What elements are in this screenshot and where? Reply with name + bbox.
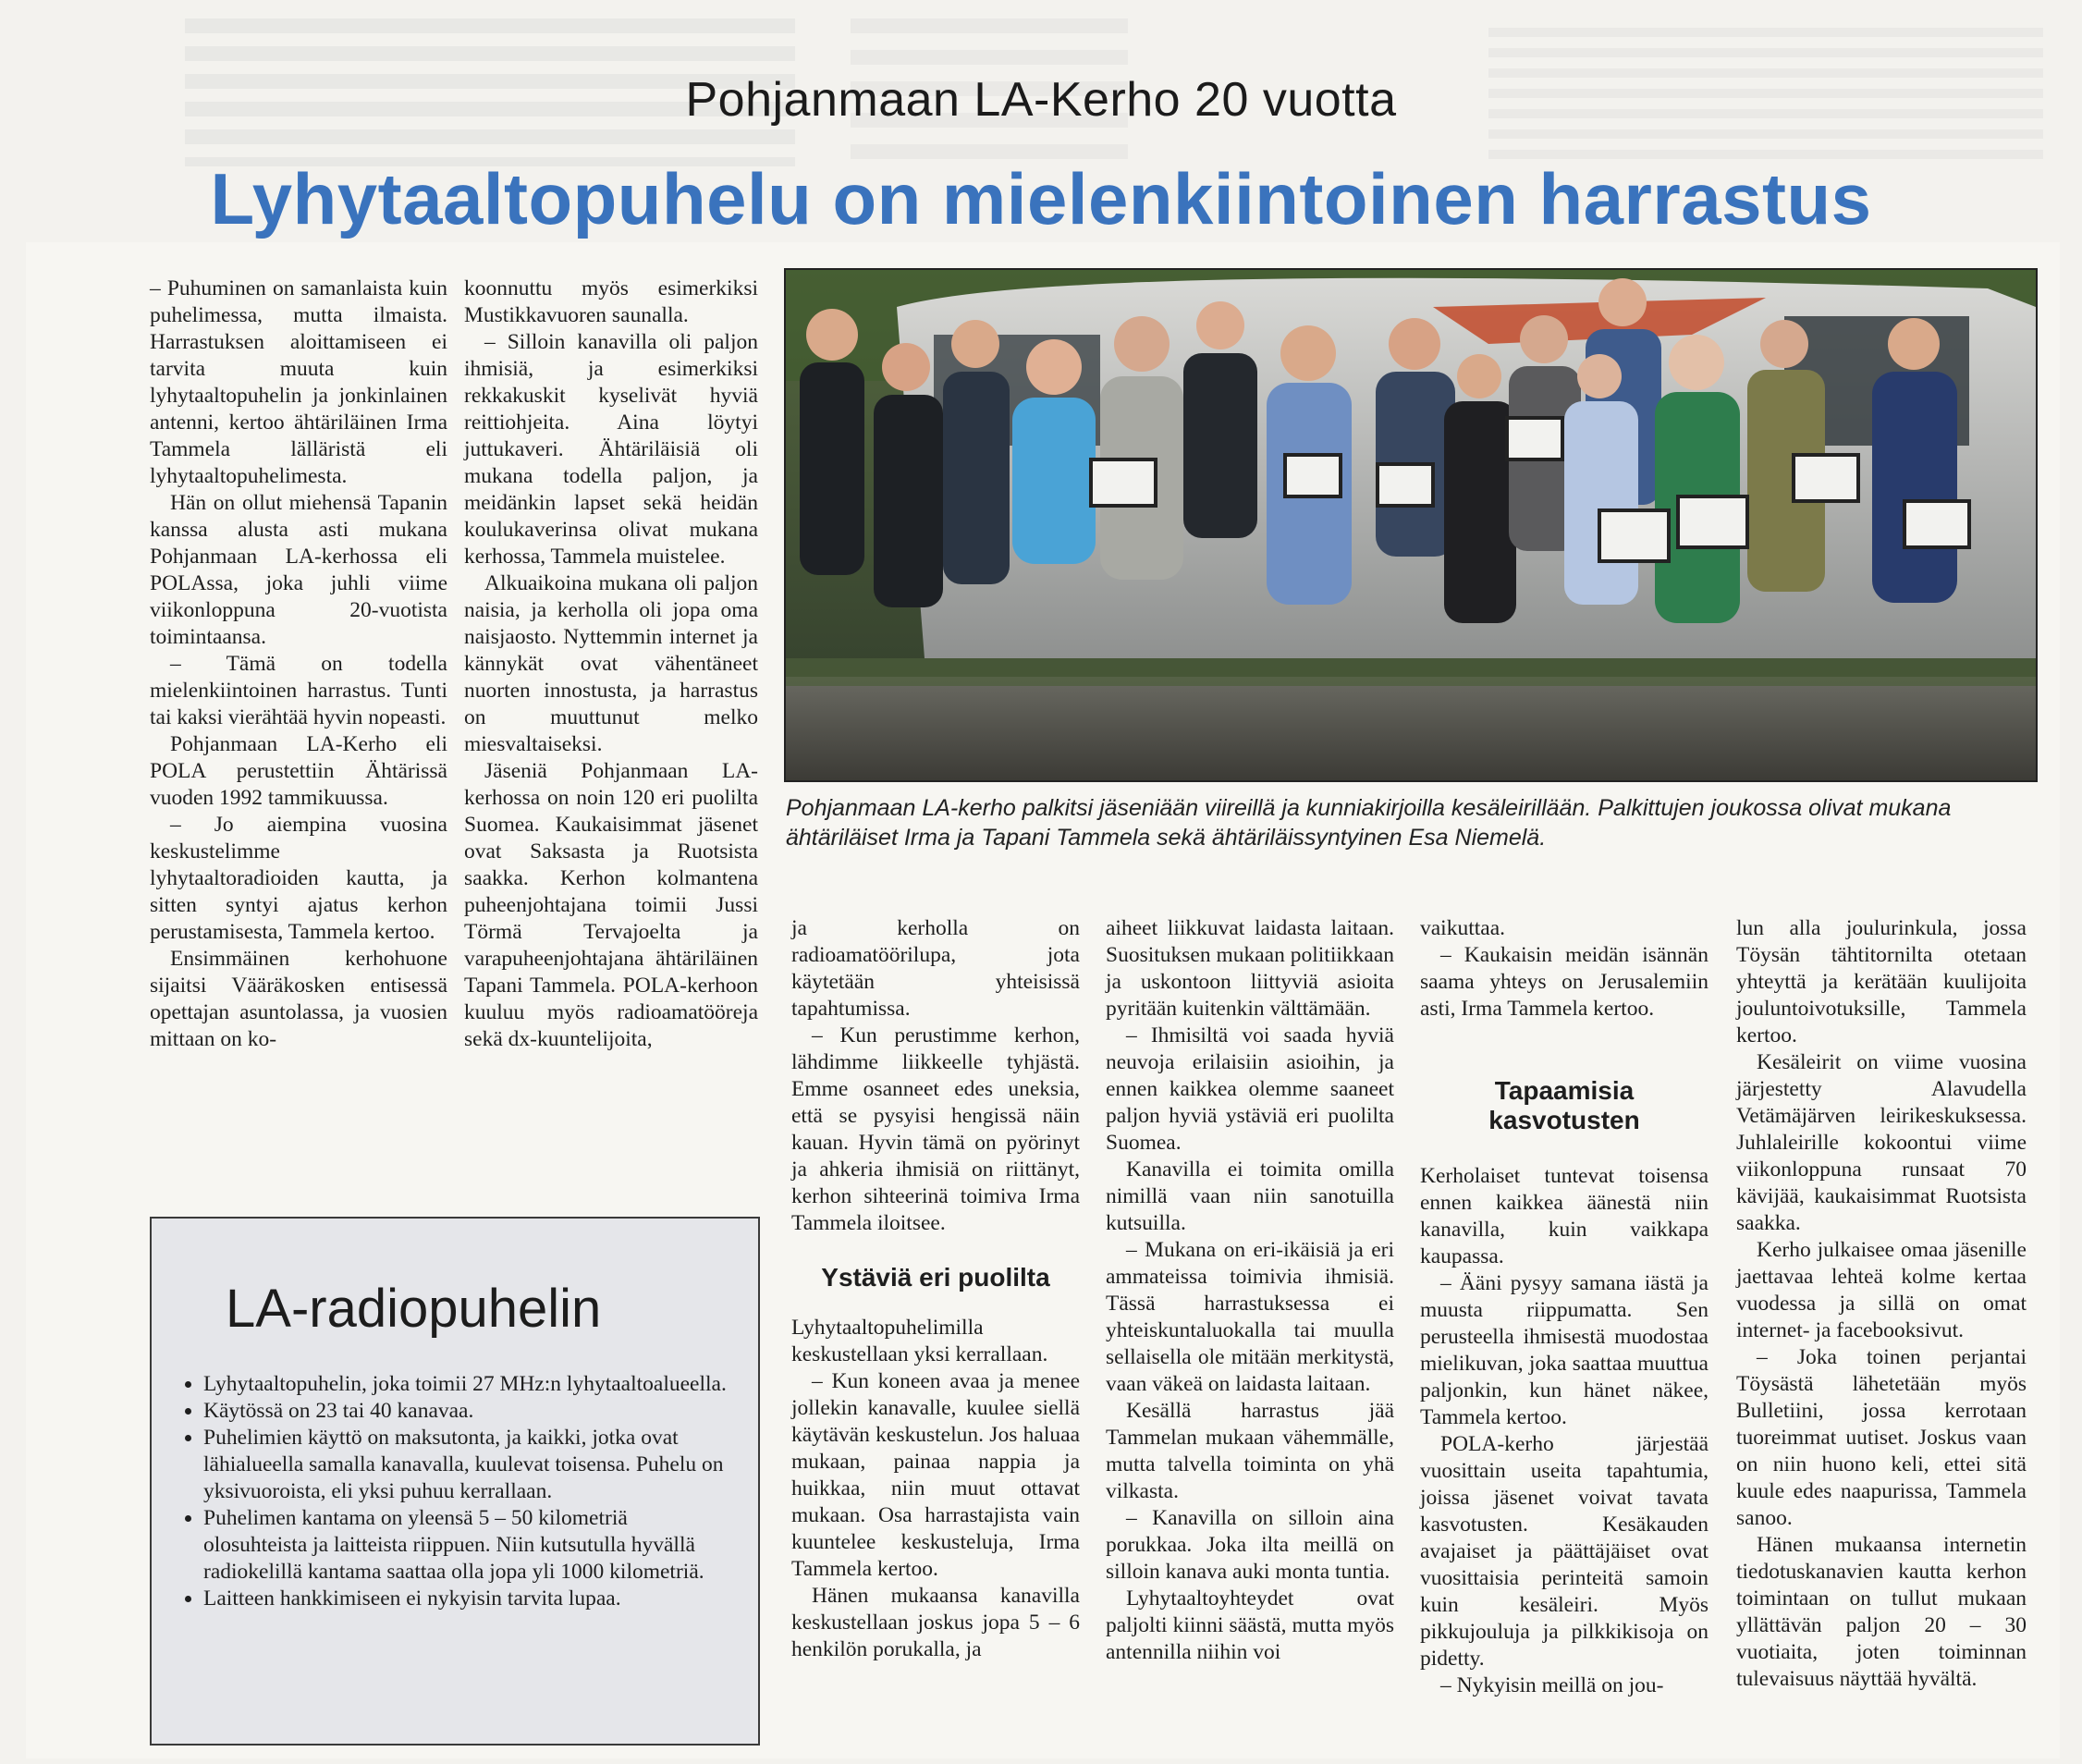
article-kicker: Pohjanmaan LA-Kerho 20 vuotta xyxy=(685,73,1397,127)
paragraph: – Mukana on eri-ikäisiä ja eri ammateissa toimivia ihmisiä. Tässä harrastuksessa ei yhteiskuntaluokalla tai muulla sellaisella ole mitään merkitystä, vaan väkeä on laidasta laitaan. xyxy=(1106,1238,1394,1396)
list-item: • Puhelimien käyttö on maksutonta, ja kaikki, jotka ovat lähialueella samalla kanavalla, kuulevat toisensa. Puhelu on yksivuoroista, eli yksi puhuu kerrallaan. xyxy=(203,1425,730,1505)
paragraph: – Nykyisin meillä on jou- xyxy=(1440,1673,1664,1697)
paragraph: – Kanavilla on silloin aina porukkaa. Joka ilta meillä on silloin kanava auki monta tuntia. xyxy=(1106,1506,1394,1584)
paragraph: ja kerholla on radioamatöörilupa, jota käytetään yhteisissä tapahtumissa. xyxy=(791,916,1080,1021)
paragraph: Pohjanmaan LA-Kerho eli POLA perustettiin Ähtärissä vuoden 1992 tammikuussa. xyxy=(150,732,447,810)
subheading: Ystäviä eri puolilta xyxy=(821,1263,1050,1292)
paragraph: – Ihmisiltä voi saada hyviä neuvoja erilaisiin asioihin, ja ennen kaikkea olemme saaneet paljon hyviä ystäviä eri puolilta Suomea. xyxy=(1106,1023,1394,1155)
paragraph: Ensimmäinen kerhohuone sijaitsi Vääräkosken entisessä opettajan asuntolassa, ja vuosien mittaan on ko- xyxy=(150,947,447,1051)
paragraph: Lyhytaaltopuhelimilla keskustellaan yksi kerrallaan. xyxy=(791,1316,1048,1366)
paragraph: POLA-kerho järjestää vuosittain useita tapahtumia, joissa jäsenet voivat tavata kasvotusten. Kesäkauden avajaiset ja päättäjäiset ovat vuosittaisia perinteitä samoin kuin kesäleiri. Myös pikkujouluja ja pilkkikisoja on pidetty. xyxy=(1420,1432,1708,1671)
paragraph: Kerho julkaisee omaa jäsenille jaettavaa lehteä kolme kertaa vuodessa ja sillä on omat internet- ja facebooksivut. xyxy=(1736,1238,2027,1342)
article-headline: Lyhytaaltopuhelu on mielenkiintoinen harrastus xyxy=(210,158,1872,239)
paragraph: Kanavilla ei toimita omilla nimillä vaan niin sanotuilla kutsuilla. xyxy=(1106,1158,1394,1235)
article-column-1 xyxy=(150,276,447,1053)
paragraph: Alkuaikoina mukana oli paljon naisia, ja kerholla oli jopa oma naisjaosto. Nyttemmin internet ja kännykät ovat vähentäneet nuorten innostusta, ja harrastus on muuttunut melko miesvaltaiseksi. xyxy=(464,571,758,756)
list-item: • Lyhytaaltopuhelin, joka toimii 27 MHz:n lyhytaaltoalueella. xyxy=(203,1371,730,1398)
paragraph: Kesällä harrastus jää Tammelan mukaan vähemmälle, mutta talvella toiminta on yhä vilkasta. xyxy=(1106,1399,1394,1503)
paragraph: Kerholaiset tuntevat toisensa ennen kaikkea äänestä niin kanavilla, kuin vaikkapa kaupassa. xyxy=(1420,1164,1708,1268)
paragraph: – Silloin kanavilla oli paljon ihmisiä, ja esimerkiksi rekkakuskit kyselivät hyviä reittiohjeita. Aina löytyi juttukaveri. Ähtäriläisiä oli mukana todella paljon, ja meidänkin lapset sekä heidän koulukaverinsa olivat mukana kerhossa, Tammela muistelee. xyxy=(464,330,758,569)
paragraph: koonnuttu myös esimerkiksi Mustikkavuoren saunalla. xyxy=(464,276,758,327)
list-item: • Laitteen hankkimiseen ei nykyisin tarvita lupaa. xyxy=(203,1586,730,1612)
paragraph: – Puhuminen on samanlaista kuin puhelimessa, mutta ilmaista. Harrastuksen aloittamiseen ei tarvita muuta kuin lyhytaaltopuhelin ja jonkinlainen antenni, kertoo ähtäriläinen Irma Tammela lälläristä eli lyhytaaltopuhelimesta. xyxy=(150,276,447,488)
photo-caption: Pohjanmaan LA-kerho palkitsi jäseniään viireillä ja kunniakirjoilla kesäleirillään. Palkittujen joukossa olivat mukana ähtäriläiset Irma ja Tapani Tammela sekä ähtäriläissyntyinen Esa Niemelä. xyxy=(786,795,1952,851)
paragraph: Hänen mukaansa kanavilla keskustellaan joskus jopa 5 – 6 henkilön porukalla, ja xyxy=(791,1584,1080,1661)
paragraph: Jäseniä Pohjanmaan LA-kerhossa on noin 120 eri puolilta Suomea. Kaukaisimmat jäsenet ovat Saksasta ja Ruotsista saakka. Kerhon kolmantena puheenjohtajana toimii Jussi Törmä Tervajoelta ja varapuheenjohtajana ähtäriläinen Tapani Tammela. POLA-kerhoon kuuluu myös radioamatööreja sekä dx-kuuntelijoita, xyxy=(464,759,758,1051)
paragraph: – Tämä on todella mielenkiintoinen harrastus. Tunti tai kaksi vierähtää hyvin nopeasti. xyxy=(150,652,447,729)
paragraph: – Jo aiempina vuosina keskustelimme lyhytaaltoradioiden kautta, ja sitten syntyi ajatus kerhon perustamisesta, Tammela kertoo. xyxy=(150,813,447,944)
info-box xyxy=(150,1217,760,1746)
paragraph: Hänen mukaansa internetin tiedotuskanavien kautta kerhon toimintaan on tullut mukaan yllättävän paljon 20 – 30 vuotiaita, joten toiminnan tulevaisuus näyttää hyvältä. xyxy=(1736,1533,2027,1691)
article-column-4 xyxy=(1106,915,1394,1666)
list-item: • Käytössä on 23 tai 40 kanavaa. xyxy=(203,1398,730,1425)
paragraph: aiheet liikkuvat laidasta laitaan. Suosituksen mukaan politiikkaan ja uskontoon liittyviä asioita pyritään kuitenkin välttämään. xyxy=(1106,916,1394,1021)
paragraph: vaikuttaa. xyxy=(1420,916,1506,940)
paragraph: – Kun perustimme kerhon, lähdimme liikkeelle tyhjästä. Emme osanneet edes uneksia, että se pysyisi hengissä näin kauan. Hyvin tämä on pyörinyt ja ahkeria ihmisiä on riittänyt, kerhon sihteerinä toimiva Irma Tammela iloitsee. xyxy=(791,1023,1080,1235)
paragraph: – Ääni pysyy samana iästä ja muusta riippumatta. Sen perusteella ihmisestä muodostaa mielikuvan, joka saattaa muuttua paljonkin, kun hänet näkee, Tammela kertoo. xyxy=(1420,1271,1708,1429)
paragraph: Hän on ollut miehensä Tapanin kanssa alusta asti mukana Pohjanmaan LA-kerhossa eli POLAssa, joka juhli viime viikonloppuna 20-vuotista toimintaansa. xyxy=(150,491,447,649)
article-column-2 xyxy=(464,276,758,1053)
list-item: • Puhelimen kantama on yleensä 5 – 50 kilometriä olosuhteista ja laitteista riippuen. Niin kutsutulla hyvällä radiokelillä kantama saattaa olla jopa yli 1000 kilometriä. xyxy=(203,1505,730,1586)
article-column-3 xyxy=(791,915,1080,1663)
info-box-list xyxy=(179,1371,730,1612)
article-column-6 xyxy=(1736,915,2027,1693)
paragraph: Lyhytaaltoyhteydet ovat paljolti kiinni säästä, mutta myös antennilla niihin voi xyxy=(1106,1586,1394,1664)
paragraph: – Joka toinen perjantai Töysästä lähetetään myös Bulletiini, jossa kerrotaan tuoreimmat uutiset. Joskus vaan on niin huono keli, ettei sitä kuule edes naapurissa, Tammela sanoo. xyxy=(1736,1345,2027,1530)
paragraph: Kesäleirit on viime vuosina järjestetty Alavudella Vetämäjärven leirikeskuksessa. Juhlaleirille kokoontui viime viikonloppuna runsaat 70 kävijää, kaukaisimmat Ruotsista saakka. xyxy=(1736,1050,2027,1235)
article-column-5 xyxy=(1420,915,1708,1699)
subheading: Tapaamisia kasvotusten xyxy=(1488,1076,1640,1134)
paragraph: lun alla joulurinkula, jossa Töysän tähtitornilta otetaan yhteyttä ja kerätään kuulijoita jouluntoivotuksille, Tammela kertoo. xyxy=(1736,916,2027,1047)
group-photo xyxy=(784,268,2038,782)
group-photo-illustration xyxy=(786,270,2036,780)
paragraph: – Kun koneen avaa ja menee jollekin kanavalle, kuulee siellä käytävän keskustelun. Jos haluaa mukaan, painaa nappia ja huikkaa, niin muut ottavat mukaan. Osa harrastajista vain kuuntelee keskusteluja, Irma Tammela kertoo. xyxy=(791,1369,1080,1581)
paragraph: – Kaukaisin meidän isännän saama yhteys on Jerusalemiin asti, Irma Tammela kertoo. xyxy=(1420,943,1708,1021)
info-box-title: LA-radiopuhelin xyxy=(226,1279,602,1339)
